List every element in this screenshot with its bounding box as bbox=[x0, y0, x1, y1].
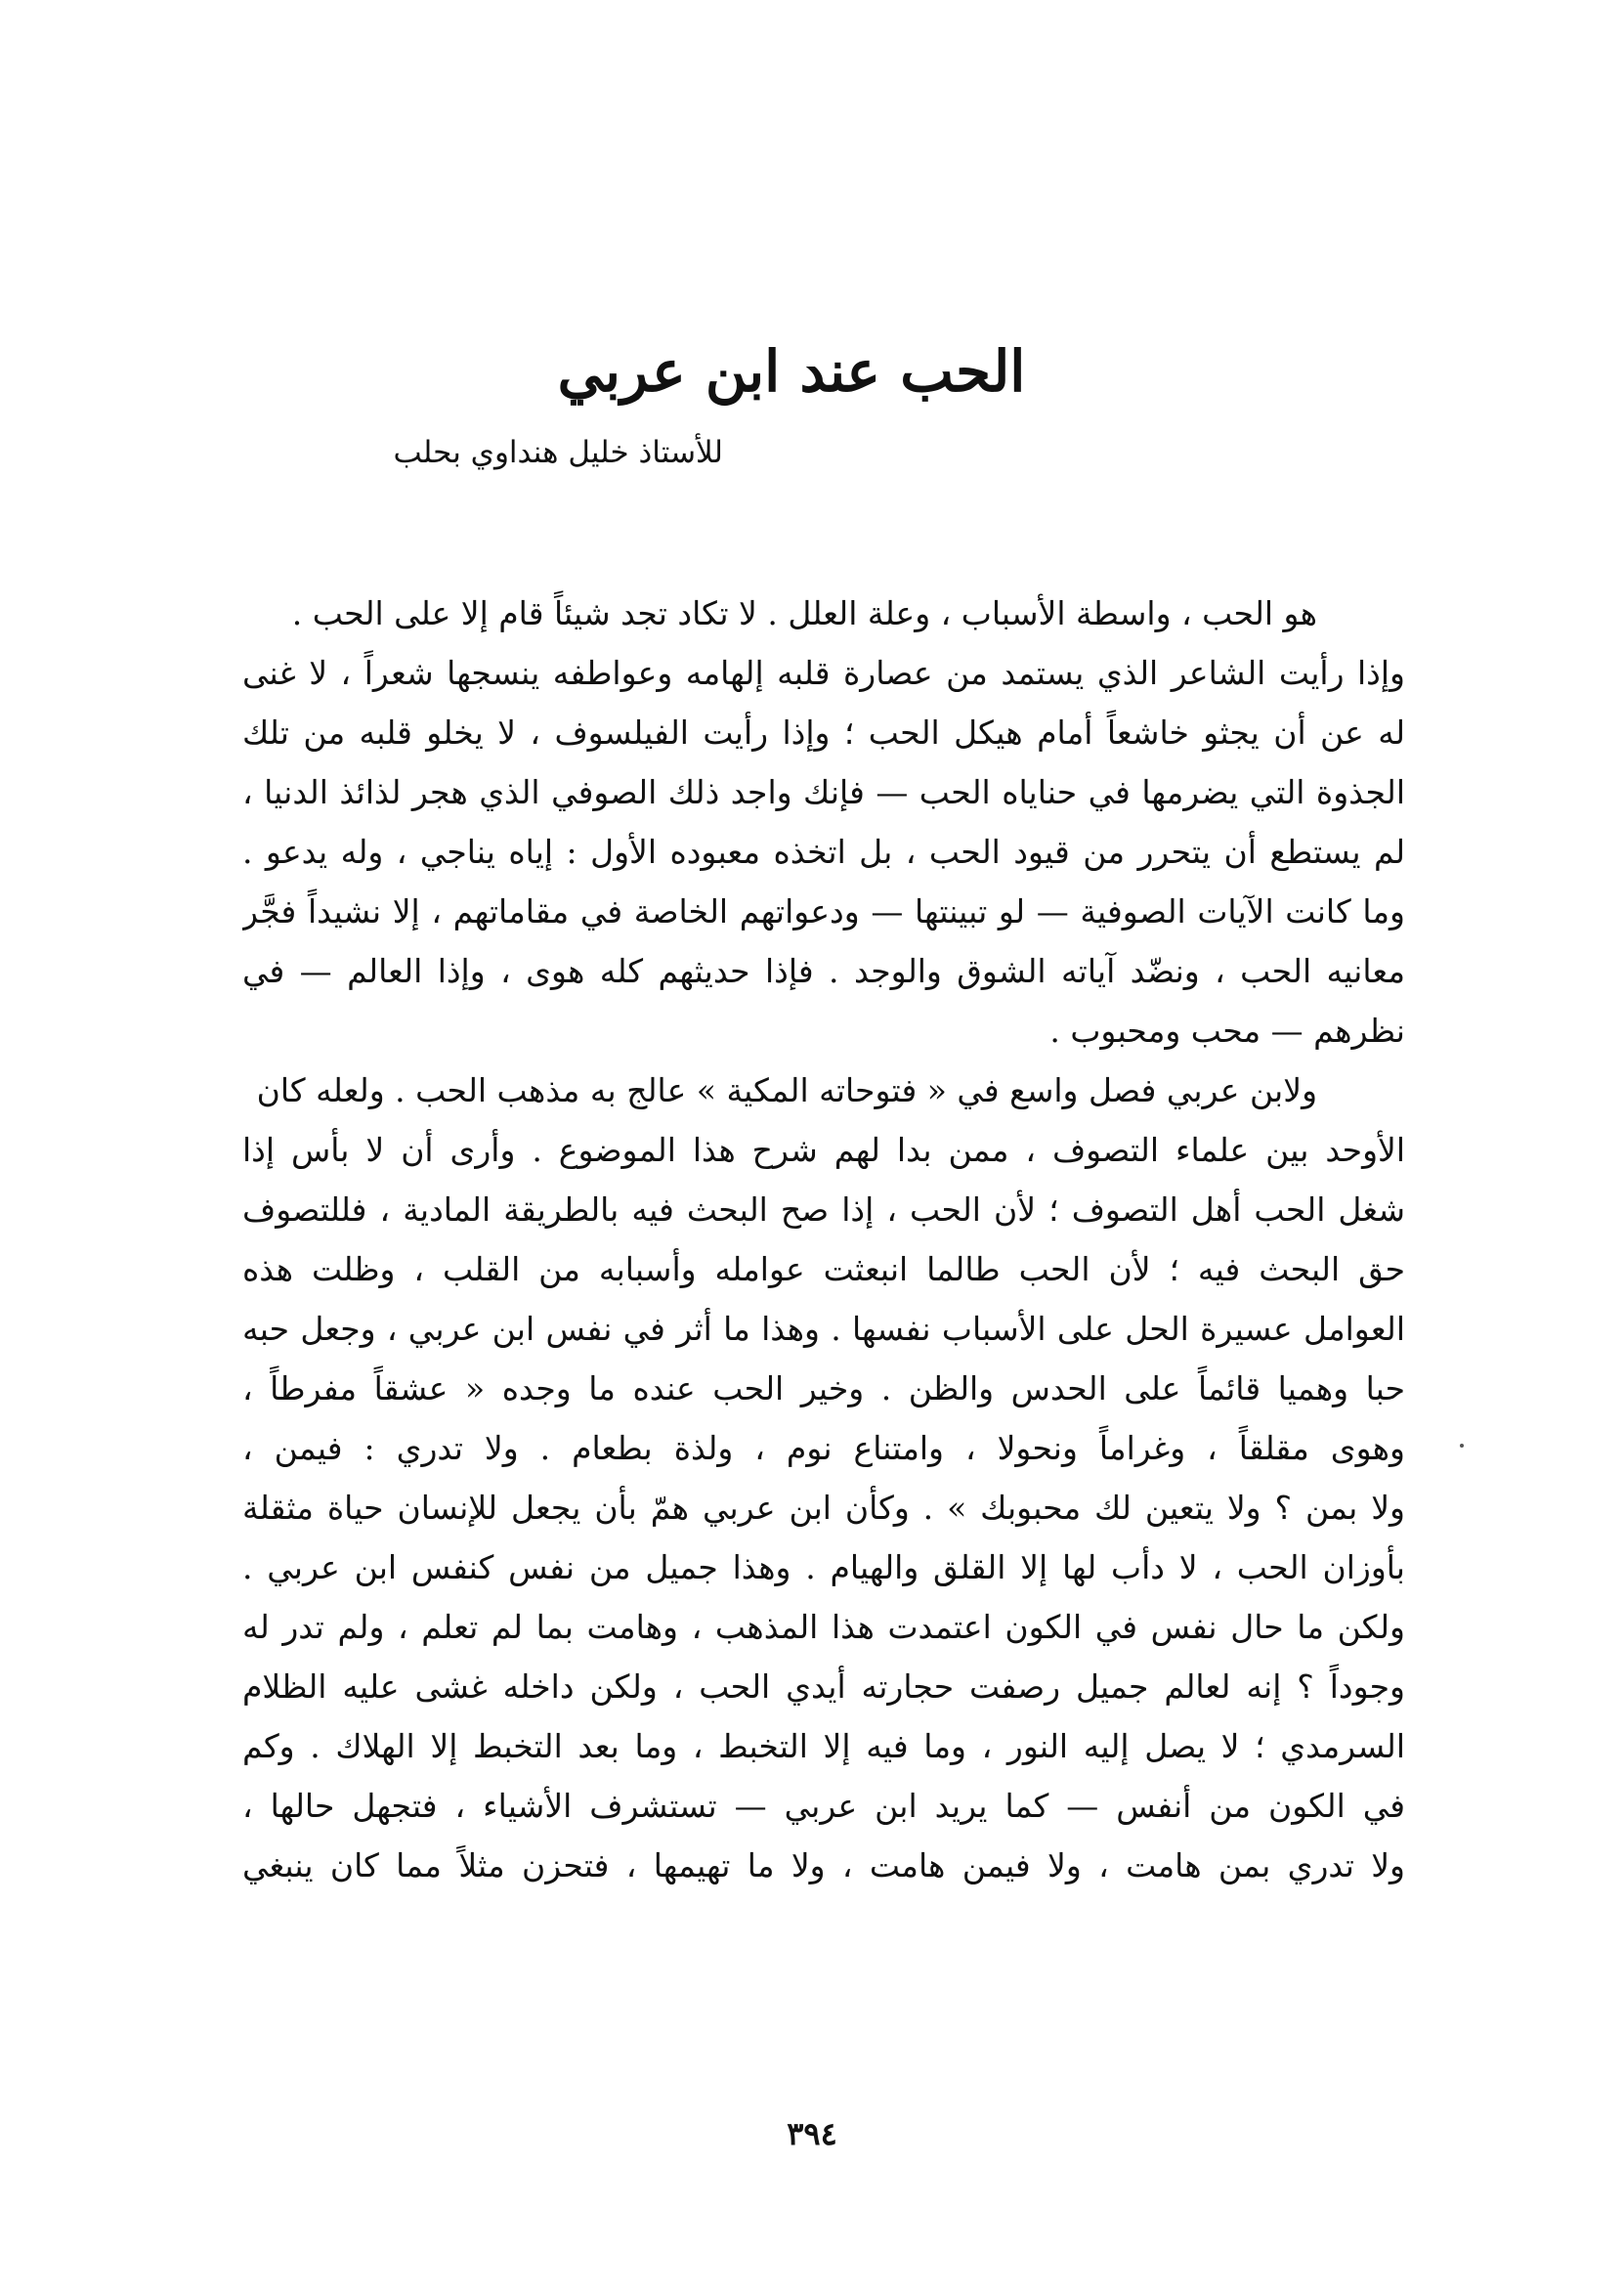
text-line: لم يستطع أن يتحرر من قيود الحب ، بل اتخذه معبوده الأول : إياه يناجي ، وله يدعو . bbox=[242, 833, 1405, 871]
author-byline: للأستاذ خليل هنداوي بحلب bbox=[393, 435, 723, 470]
text-line: وهوى مقلقاً ، وغراماً ونحولا ، وامتناع نوم ، ولذة بطعام . ولا تدري : فيمن ، bbox=[242, 1429, 1405, 1467]
text-line: في الكون من أنفس — كما يريد ابن عربي — تستشرف الأشياء ، فتجهل حالها ، bbox=[242, 1787, 1405, 1825]
text-line: حبا وهميا قائماً على الحدس والظن . وخير الحب عنده ما وجده « عشقاً مفرطاً ، bbox=[242, 1369, 1405, 1407]
text-line: السرمدي ؛ لا يصل إليه النور ، وما فيه إلا التخبط ، وما بعد التخبط إلا الهلاك . وكم bbox=[242, 1727, 1405, 1765]
article-body bbox=[242, 584, 1405, 1895]
text-line: بأوزان الحب ، لا دأب لها إلا القلق والهيام . وهذا جميل من نفس كنفس ابن عربي . bbox=[242, 1548, 1405, 1586]
text-line: الجذوة التي يضرمها في حناياه الحب — فإنك واجد ذلك الصوفي الذي هجر لذائذ الدنيا ، bbox=[242, 773, 1405, 811]
text-line: وجوداً ؟ إنه لعالم جميل رصفت حجارته أيدي الحب ، ولكن داخله غشى عليه الظلام bbox=[242, 1667, 1405, 1706]
text-line: معانيه الحب ، ونضّد آياته الشوق والوجد . فإذا حديثهم كله هوى ، وإذا العالم — في bbox=[242, 952, 1405, 990]
article-title: الحب عند ابن عربي bbox=[557, 338, 1026, 405]
text-line: وإذا رأيت الشاعر الذي يستمد من عصارة قلبه إلهامه وعواطفه ينسجها شعراً ، لا غنى bbox=[242, 654, 1405, 692]
text-line: ولابن عربي فصل واسع في « فتوحاته المكية » عالج به مذهب الحب . ولعله كان bbox=[256, 1071, 1317, 1109]
text-line: الأوحد بين علماء التصوف ، ممن بدا لهم شرح هذا الموضوع . وأرى أن لا بأس إذا bbox=[242, 1131, 1405, 1169]
text-line: ولكن ما حال نفس في الكون اعتمدت هذا المذهب ، وهامت بما لم تعلم ، ولم تدر له bbox=[242, 1608, 1405, 1646]
text-line: نظرهم — محب ومحبوب . bbox=[1049, 1012, 1405, 1050]
text-line: العوامل عسيرة الحل على الأسباب نفسها . وهذا ما أثر في نفس ابن عربي ، وجعل حبه bbox=[242, 1310, 1405, 1348]
text-line: ولا بمن ؟ ولا يتعين لك محبوبك » . وكأن ابن عربي همّ بأن يجعل للإنسان حياة مثقلة bbox=[242, 1489, 1405, 1527]
text-line: ولا تدري بمن هامت ، ولا فيمن هامت ، ولا ما تهيمها ، فتحزن مثلاً مما كان ينبغي bbox=[242, 1846, 1405, 1884]
text-line: له عن أن يجثو خاشعاً أمام هيكل الحب ؛ وإذا رأيت الفيلسوف ، لا يخلو قلبه من تلك bbox=[242, 714, 1405, 752]
text-line: شغل الحب أهل التصوف ؛ لأن الحب ، إذا صح البحث فيه بالطريقة المادية ، فللتصوف bbox=[242, 1191, 1405, 1229]
page-number: ٣٩٤ bbox=[787, 2115, 837, 2152]
text-line: وما كانت الآيات الصوفية — لو تبينتها — ودعواتهم الخاصة في مقاماتهم ، إلا نشيداً فجَّر bbox=[242, 892, 1405, 931]
text-line: هو الحب ، واسطة الأسباب ، وعلة العلل . لا تكاد تجد شيئاً قام إلا على الحب . bbox=[291, 594, 1317, 632]
text-line: حق البحث فيه ؛ لأن الحب طالما انبعثت عوامله وأسبابه من القلب ، وظلت هذه bbox=[242, 1250, 1405, 1288]
scan-speck bbox=[1460, 1444, 1464, 1448]
